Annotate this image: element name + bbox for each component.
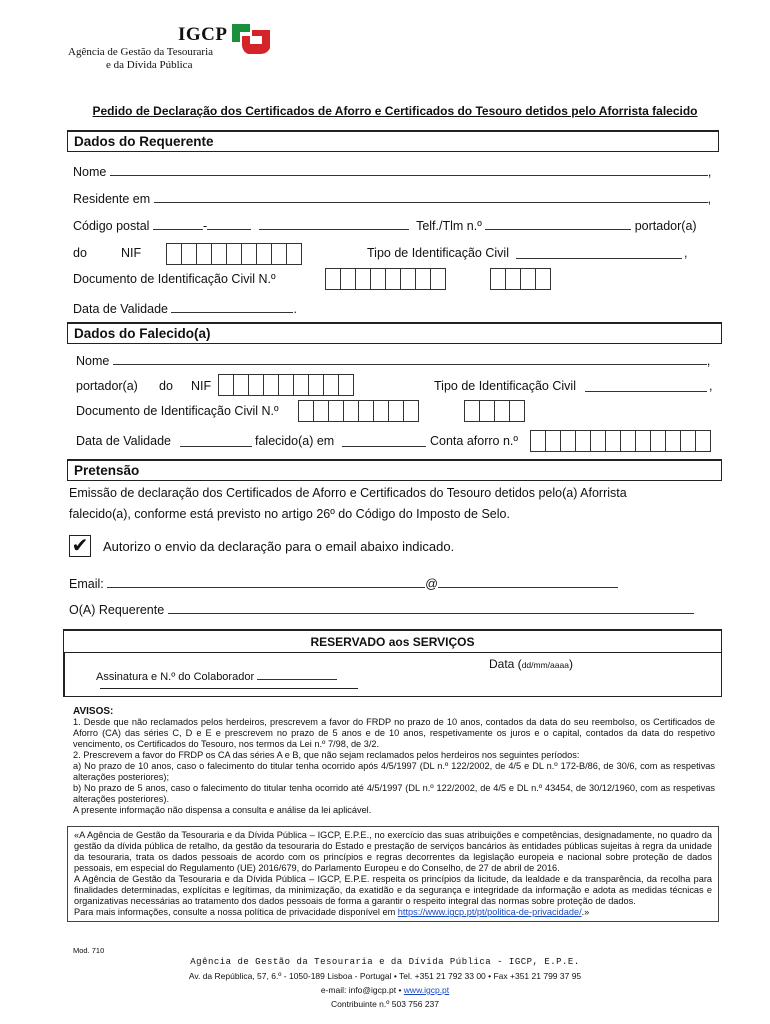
autorizo-checkbox[interactable] <box>69 535 91 557</box>
aviso-2a: a) No prazo de 10 anos, caso o falecimento do titular tenha ocorrido após 4/5/1997 (DL n.º 122/2002, de 4/5 e DL n.º 172-B/86, de 30/6, com as respetivas alterações posteriores); <box>73 761 715 782</box>
email-at: @ <box>425 577 438 591</box>
falecido-doc-check-boxes[interactable] <box>464 400 524 422</box>
reservado-box <box>63 629 722 697</box>
email-user-field[interactable] <box>107 575 425 588</box>
footer-web-link[interactable]: www.igcp.pt <box>403 985 450 995</box>
label-falecido-nif: NIF <box>191 379 212 393</box>
label-falecido-doc-id: Documento de Identificação Civil N.º <box>76 404 279 418</box>
falecido-em-field[interactable] <box>342 434 426 447</box>
requerente-validade-row: Data de Validade . <box>73 302 297 316</box>
falecido-nome-row: Nome , <box>76 354 711 368</box>
requerente-tipo-id-field[interactable] <box>516 246 682 259</box>
footer-contribuinte: Contribuinte n.º 503 756 237 <box>330 999 440 1009</box>
footer-address: Av. da República, 57, 6.º - 1050-189 Lisboa - Portugal • Tel. +351 21 792 33 00 • Fax +351 21 799 37 95 <box>188 971 582 981</box>
label-falecido-do: do <box>159 379 173 393</box>
label-do: do <box>73 246 87 260</box>
logo-org-line1: Agência de Gestão da Tesouraria <box>68 46 214 58</box>
label-falecido-nome: Nome <box>76 354 110 368</box>
falecido-doc-boxes[interactable] <box>298 400 418 422</box>
logo-org-line2: e da Dívida Pública <box>106 59 193 71</box>
requerente-signature-field[interactable] <box>168 601 694 614</box>
requerente-nif-boxes[interactable] <box>166 243 301 265</box>
requerente-validade-field[interactable] <box>171 300 293 313</box>
falecido-nif-boxes[interactable] <box>218 374 353 396</box>
footer-contacts <box>0 985 770 995</box>
label-nome: Nome <box>73 165 107 179</box>
requerente-nome-field[interactable] <box>110 163 708 176</box>
reservado-data-label: Data (dd/mm/aaaa) <box>489 657 573 671</box>
requerente-nome-row: Nome , <box>73 165 712 179</box>
aviso-3: A presente informação não dispensa a consulta e análise da lei aplicável. <box>73 805 372 815</box>
requerente-doc-boxes[interactable] <box>325 268 445 290</box>
label-portador: portador(a) <box>634 219 697 233</box>
privacy-p3: Para mais informações, consulte a nossa política de privacidade disponível em https://www.igcp.pt/pt/politica-de-privacidade/.» <box>74 907 590 917</box>
falecido-validade-field[interactable] <box>180 434 252 447</box>
reservado-assinatura-row <box>96 669 337 683</box>
section-pretensao-header: Pretensão <box>67 459 722 481</box>
label-falecido-em: falecido(a) em <box>255 434 335 448</box>
label-falecido-portador: portador(a) <box>76 379 138 393</box>
label-assinatura: Assinatura e N.º do Colaborador <box>96 671 255 683</box>
requerente-codigo-row: Código postal - Telf./Tlm n.º portador(a) <box>73 219 697 233</box>
localidade-field[interactable] <box>259 217 409 230</box>
label-validade: Data de Validade <box>73 302 168 316</box>
aviso-1: 1. Desde que não reclamados pelos herdeiros, prescrevem a favor do FRDP no prazo de 10 anos, contados da data do seu reembolso, os Certificados de Aforro (CA) das séries C, D e E e prescrevem no prazo de 5 anos e de 10 anos, respetivamente os juros e o capital, contados da data do respetivo vencimento, os Certificados do Tesouro, nos termos da Lei n.º 7/98, de 3/2. <box>73 717 715 749</box>
aviso-2b: b) No prazo de 5 anos, caso o falecimento do titular tenha ocorrido até 4/5/1997 (DL n.º 122/2002, de 4/5 e DL n.º 43454, de 30/12/1960, com as respetivas alterações posteriores). <box>73 783 715 804</box>
label-telf: Telf./Tlm n.º <box>416 219 482 233</box>
requerente-sign-row <box>69 601 694 617</box>
codigo-postal-field-1[interactable] <box>153 217 203 230</box>
signature-line <box>100 688 358 689</box>
codigo-postal-field-2[interactable] <box>207 217 251 230</box>
falecido-nome-field[interactable] <box>113 352 707 365</box>
footer-email: e-mail: info@igcp.pt • <box>320 985 404 995</box>
privacy-p1: «A Agência de Gestão da Tesouraria e da Dívida Pública – IGCP, E.P.E., no exercício das suas atribuições e competências, designadamente, no quadro da gestão da dívida pública de retalho, da gestão da tesouraria do Estado e prestação de serviços bancários às entidades públicas sujeitas à regra da unidade da tesouraria, trata os dados pessoais de acordo com os princípios e regras decorrentes da legislação europeia e nacional sobre proteção de dados pessoais, em especial do Regulamento (UE) 2016/679, do Parlamento Europeu e do Conselho, de 27 de abril de 2016. <box>74 830 712 873</box>
mod-number: Mod. 710 <box>73 946 105 955</box>
pretensao-text-1: Emissão de declaração dos Certificados de Aforro e Certificados do Tesouro detidos pelo(a) Aforrista <box>69 486 627 500</box>
label-email: Email: <box>69 577 104 591</box>
section-falecido-header: Dados do Falecido(a) <box>67 322 722 344</box>
requerente-doc-check-boxes[interactable] <box>490 268 550 290</box>
assinatura-field[interactable] <box>257 669 337 680</box>
label-codigo-postal: Código postal <box>73 219 150 233</box>
section-requerente-header: Dados do Requerente <box>67 130 719 152</box>
label-falecido-tipo-id: Tipo de Identificação Civil <box>434 379 576 393</box>
telf-field[interactable] <box>485 217 631 230</box>
conta-aforro-boxes[interactable] <box>530 430 710 452</box>
page-title: Pedido de Declaração dos Certificados de Aforro e Certificados do Tesouro detidos pelo Aforrista falecido <box>92 104 698 118</box>
label-conta-aforro: Conta aforro n.º <box>430 434 518 448</box>
label-doc-id: Documento de Identificação Civil N.º <box>73 272 276 286</box>
footer-org: Agência de Gestão da Tesouraria e da Dívida Pública - IGCP, E.P.E. <box>190 957 580 967</box>
falecido-tipo-id-field[interactable] <box>585 379 707 392</box>
avisos-heading: AVISOS: <box>73 706 114 717</box>
avisos <box>73 706 715 816</box>
aviso-2: 2. Prescrevem a favor do FRDP os CA das séries A e B, que não sejam reclamados pelos herdeiros nos seguintes períodos: <box>73 750 580 760</box>
label-residente: Residente em <box>73 192 151 206</box>
pretensao-text-2: falecido(a), conforme está previsto no artigo 26º do Código do Imposto de Selo. <box>69 507 510 521</box>
label-nif: NIF <box>121 246 142 260</box>
checkmark-icon: ✔ <box>71 535 89 557</box>
requerente-residente-row: Residente em , <box>73 192 712 206</box>
privacy-link[interactable]: https://www.igcp.pt/pt/politica-de-privacidade/ <box>397 907 582 917</box>
logo-brand: IGCP <box>178 24 228 45</box>
privacy-notice <box>67 826 719 922</box>
label-tipo-id: Tipo de Identificação Civil <box>367 246 509 260</box>
label-falecido-validade: Data de Validade <box>76 434 171 448</box>
reservado-heading: RESERVADO aos SERVIÇOS <box>310 635 475 649</box>
logo <box>66 22 286 74</box>
privacy-p2: A Agência de Gestão da Tesouraria e da Dívida Pública – IGCP, E.P.E. respeita os princípios da licitude, da lealdade e da transparência, da recolha para finalidades determinadas, explícitas e legítimas, da minimização, da exatidão e da segurança e integridade da informação e adota as medidas técnicas e organizativas necessárias ao tratamento dos dados pessoais de forma a garantir o respeito integral das normas sobre proteção de dados. <box>74 874 712 906</box>
requerente-residente-field[interactable] <box>154 190 708 203</box>
autorizo-label: Autorizo o envio da declaração para o email abaixo indicado. <box>103 539 455 554</box>
email-domain-field[interactable] <box>438 575 618 588</box>
email-row <box>69 575 618 591</box>
label-requerente: O(A) Requerente <box>69 603 165 617</box>
logo-mark-icon <box>230 22 274 56</box>
